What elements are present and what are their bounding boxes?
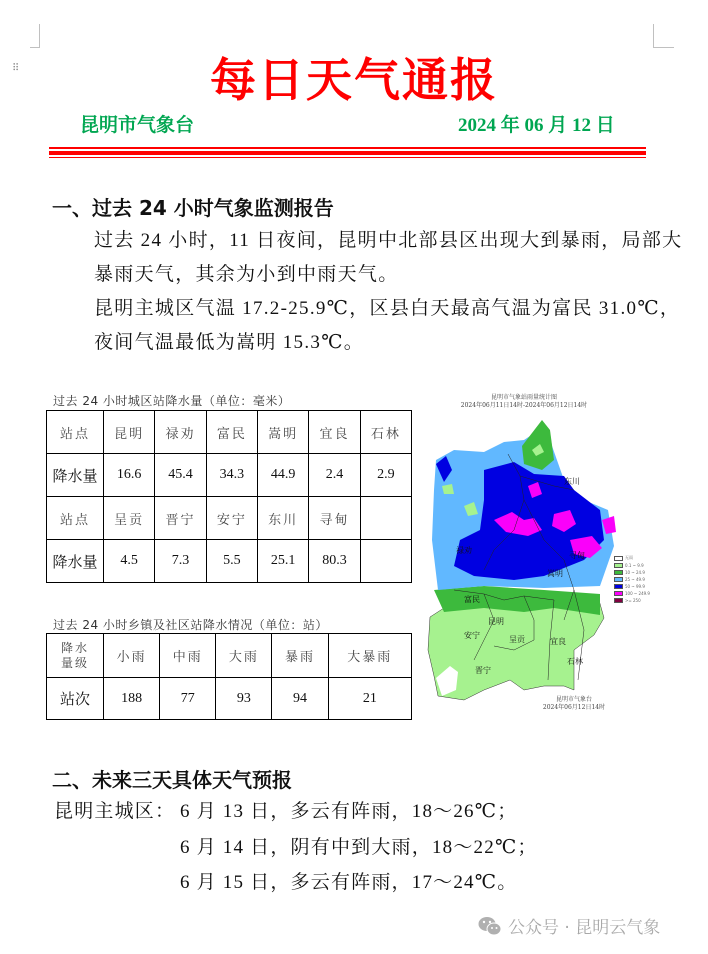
table-cell: 34.3 [206, 454, 257, 497]
table-cell: 44.9 [257, 454, 308, 497]
forecast-day-1: 6 月 13 日，多云有阵雨，18～26℃； [180, 801, 518, 822]
map-label-anning: 安宁 [464, 631, 480, 640]
map-graphic [424, 390, 620, 716]
legend-item: 50 ~ 99.9 [614, 583, 650, 589]
document-title: 每日天气通报 [210, 53, 498, 107]
table-cell: 4.5 [104, 540, 155, 583]
map-label-songming: 嵩明 [547, 569, 563, 578]
table-cell: 7.3 [155, 540, 206, 583]
table-cell-label: 站点 [47, 411, 104, 454]
table-cell: 45.4 [155, 454, 206, 497]
table1-caption: 过去 24 小时城区站降水量（单位：毫米） [53, 394, 291, 408]
table-cell: 21 [328, 678, 411, 720]
section1-heading: 一、过去 24 小时气象监测报告 [52, 196, 334, 220]
map-legend [614, 555, 650, 604]
level-label-line2: 量级 [60, 655, 89, 670]
watermark-text: 公众号 · 昆明云气象 [508, 918, 661, 938]
map-label-dongchuan: 东川 [564, 477, 580, 486]
table-row [47, 497, 412, 540]
table-cell [360, 497, 411, 540]
map-footer [534, 696, 614, 712]
table-cell: 94 [272, 678, 328, 720]
table-cell: 宜良 [309, 411, 360, 454]
section1-paragraph2: 昆明主城区气温 17.2-25.9℃，区县白天最高气温为富民 31.0℃，夜间气温最低为嵩明 15.3℃。 [94, 298, 681, 353]
map-label-shilin: 石林 [567, 657, 583, 666]
table-cell: 93 [216, 678, 272, 720]
map-label-jinning: 晋宁 [475, 666, 491, 675]
forecast-day-3: 6 月 15 日，多云有阵雨，17～24℃。 [180, 872, 518, 893]
legend-item: 100 ~ 249.9 [614, 590, 650, 596]
table-cell-label: 站点 [47, 497, 104, 540]
table-cell: 2.4 [309, 454, 360, 497]
table-cell-label: 降水量 [47, 540, 104, 583]
table-cell-label: 站次 [47, 678, 104, 720]
map-label-fumin: 富民 [464, 595, 480, 604]
map-label-luquan: 禄劝 [456, 546, 472, 555]
city-station-precip-table [46, 410, 412, 583]
township-precip-table [46, 633, 412, 720]
table-cell: 富民 [206, 411, 257, 454]
table-row [47, 678, 412, 720]
table-cell [360, 540, 411, 583]
section2-heading: 二、未来三天具体天气预报 [52, 768, 292, 792]
table-cell: 呈贡 [104, 497, 155, 540]
table-cell: 晋宁 [155, 497, 206, 540]
map-label-chenggong: 呈贡 [509, 635, 525, 644]
table-cell: 大雨 [216, 634, 272, 678]
drag-handle-icon[interactable]: ⠿ [12, 63, 21, 74]
level-label-line1: 降水 [60, 640, 89, 655]
table2-caption: 过去 24 小时乡镇及社区站降水情况（单位：站） [53, 618, 328, 632]
table-row [47, 540, 412, 583]
table-cell: 东川 [257, 497, 308, 540]
legend-item: 0.1 ~ 9.9 [614, 562, 650, 568]
table-cell: 77 [160, 678, 216, 720]
table-cell: 188 [104, 678, 160, 720]
section1-paragraph1: 过去 24 小时，11 日夜间，昆明中北部县区出现大到暴雨，局部大暴雨天气，其余为小到中雨天气。 [94, 230, 683, 285]
table-cell: 25.1 [257, 540, 308, 583]
table-cell: 嵩明 [257, 411, 308, 454]
map-title: 昆明市气象站雨量统计图 [490, 394, 557, 401]
map-label-yiliang: 宜良 [550, 637, 566, 646]
watermark [478, 913, 660, 938]
legend-item: 无雨 [614, 555, 650, 561]
table-cell: 石林 [360, 411, 411, 454]
table-cell: 中雨 [160, 634, 216, 678]
table-cell: 昆明 [104, 411, 155, 454]
header-divider [49, 147, 646, 158]
table-cell: 暴雨 [272, 634, 328, 678]
forecast-area-prefix: 昆明主城区： [54, 801, 176, 822]
organization-name: 昆明市气象台 [80, 114, 195, 136]
legend-item: 10 ~ 24.9 [614, 569, 650, 575]
table-cell-label [47, 634, 104, 678]
table-cell: 大暴雨 [328, 634, 411, 678]
legend-item: 25 ~ 49.9 [614, 576, 650, 582]
map-footer-time: 2024年06月12日14时 [542, 704, 606, 711]
table-cell: 禄劝 [155, 411, 206, 454]
table-cell: 小雨 [104, 634, 160, 678]
table-row [47, 634, 412, 678]
table-cell: 80.3 [309, 540, 360, 583]
table-cell: 5.5 [206, 540, 257, 583]
table-cell-label: 降水量 [47, 454, 104, 497]
table-cell: 安宁 [206, 497, 257, 540]
table-row [47, 411, 412, 454]
wechat-icon [478, 916, 502, 936]
map-label-xundian: 寻甸 [569, 551, 585, 560]
table-cell: 寻甸 [309, 497, 360, 540]
map-label-kunming: 昆明 [488, 617, 504, 626]
forecast-day-2: 6 月 14 日，阴有中到大雨，18～22℃； [180, 837, 538, 858]
table-cell: 2.9 [360, 454, 411, 497]
map-subtitle: 2024年06月11日14时-2024年06月12日14时 [460, 402, 588, 409]
legend-item: >= 250 [614, 597, 650, 603]
table-cell: 16.6 [104, 454, 155, 497]
issue-date: 2024 年 06 月 12 日 [458, 115, 615, 136]
map-footer-org: 昆明市气象台 [555, 696, 592, 703]
precipitation-map [424, 390, 650, 716]
table-row [47, 454, 412, 497]
